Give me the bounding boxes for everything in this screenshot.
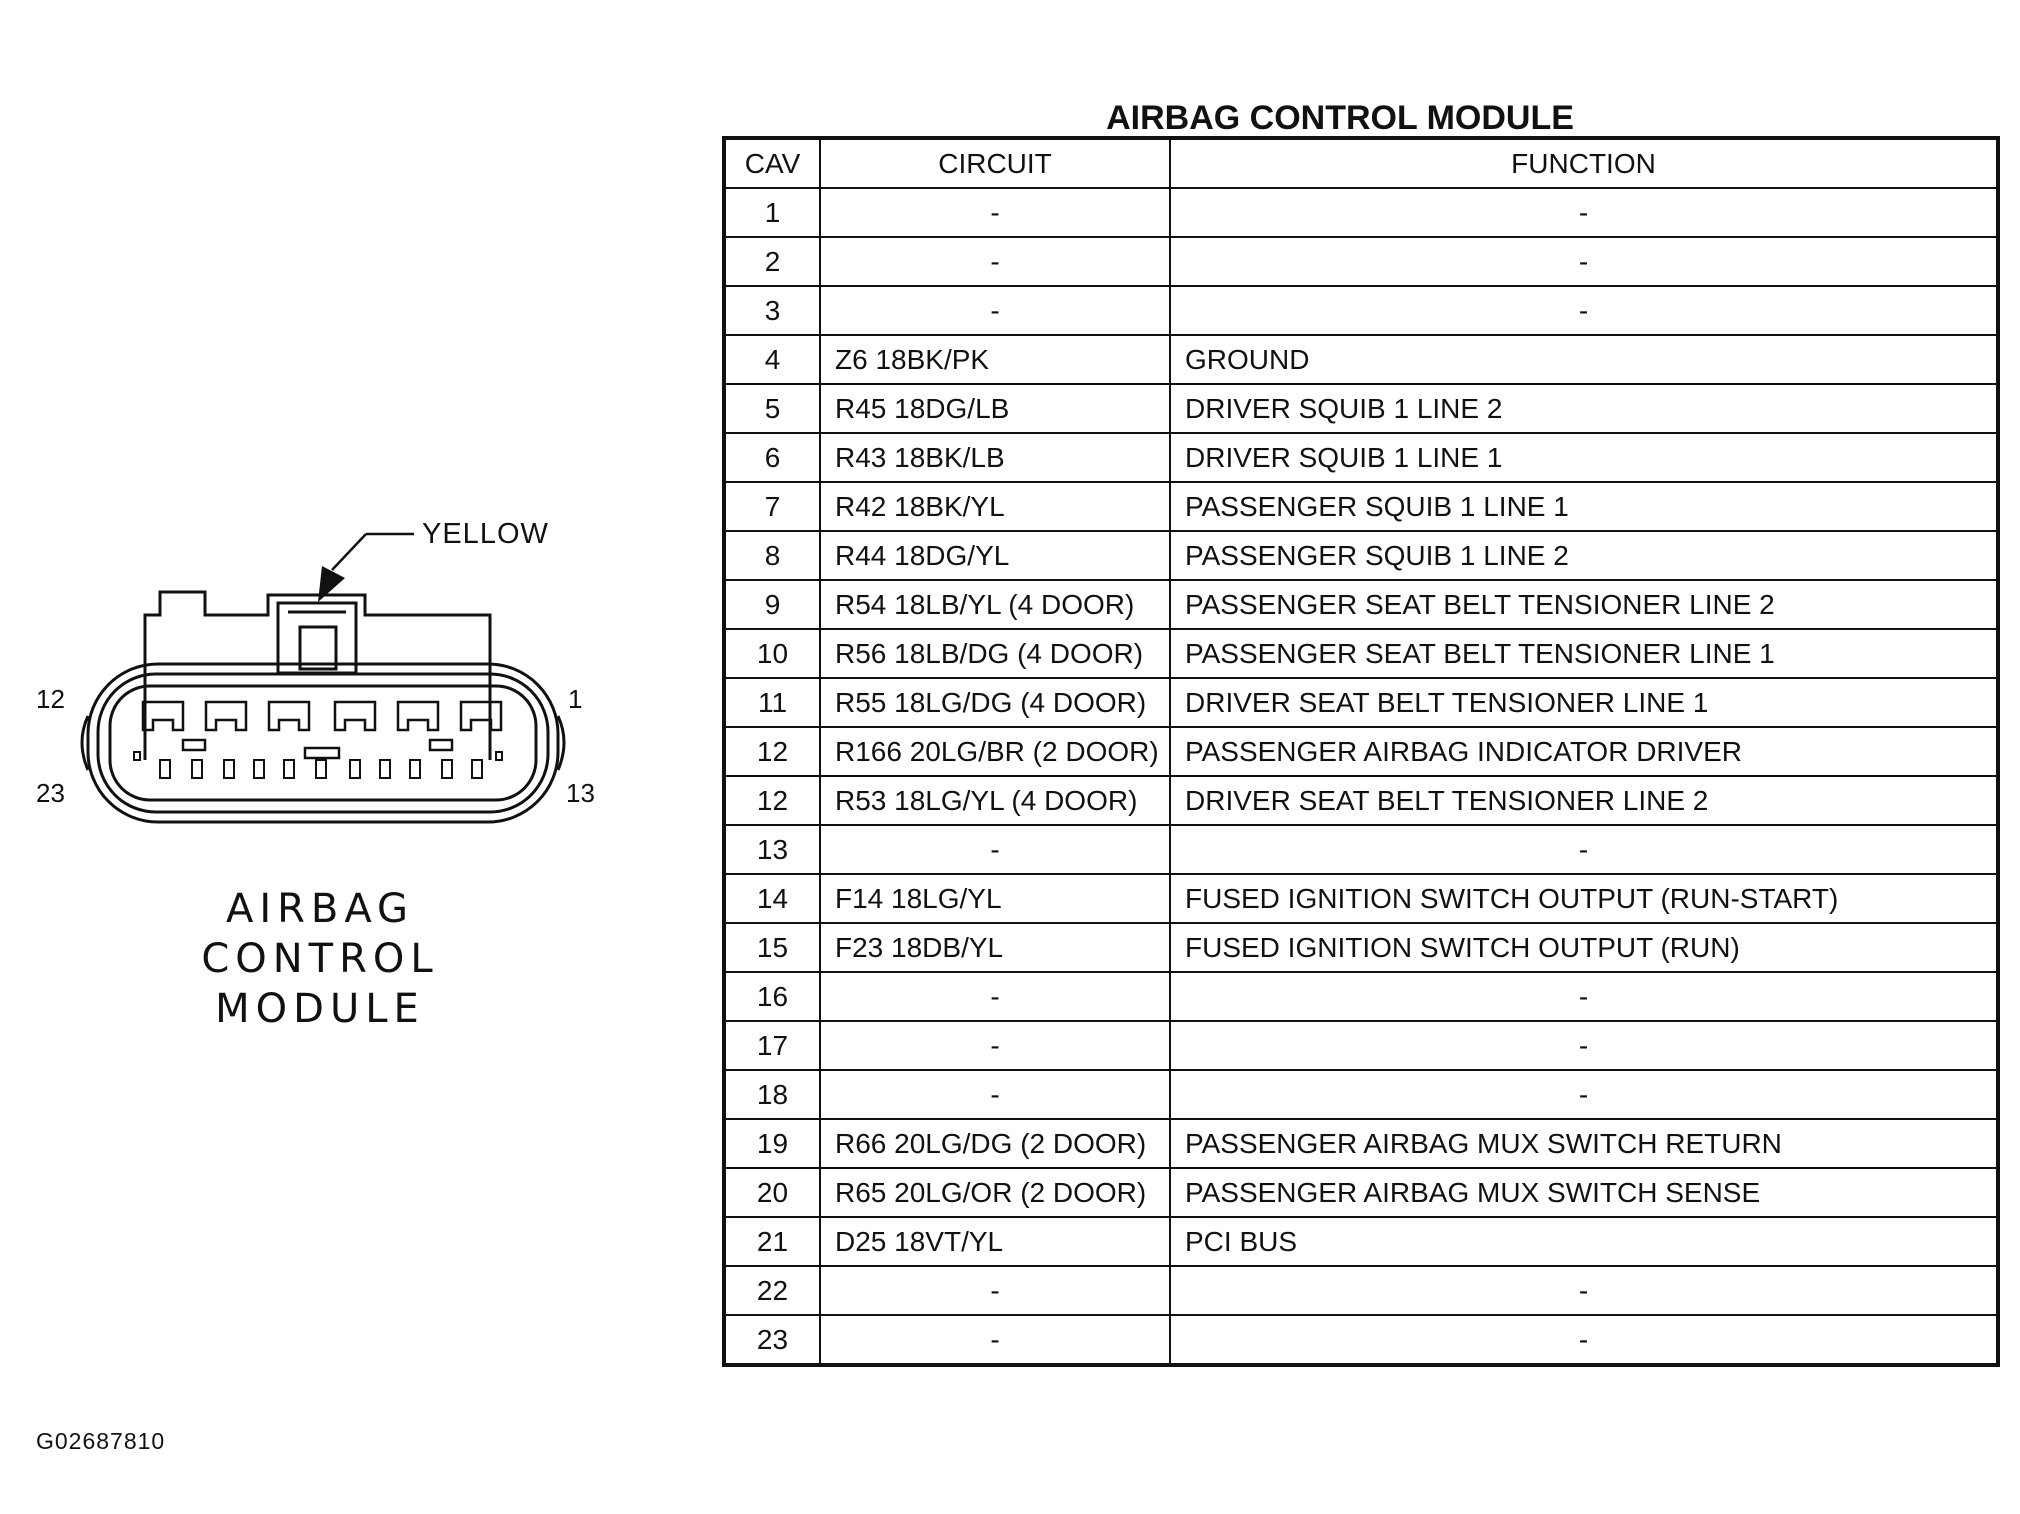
cav-cell: 4 [724,335,820,384]
table-row [724,1266,1998,1315]
circuit-cell: R45 18DG/LB [820,384,1170,433]
function-cell: PASSENGER AIRBAG MUX SWITCH SENSE [1170,1168,1998,1217]
circuit-cell: R65 20LG/OR (2 DOOR) [820,1168,1170,1217]
circuit-cell: R66 20LG/DG (2 DOOR) [820,1119,1170,1168]
circuit-cell: - [820,1315,1170,1365]
function-cell: DRIVER SEAT BELT TENSIONER LINE 1 [1170,678,1998,727]
function-cell: - [1170,1315,1998,1365]
circuit-cell: - [820,286,1170,335]
table-row [724,580,1998,629]
pin-label-12: 12 [36,684,65,714]
table-row [724,923,1998,972]
header-circuit: CIRCUIT [820,138,1170,188]
module-caption-line2: MODULE [215,986,425,1032]
table-row [724,335,1998,384]
upper-cavity-row [143,702,501,758]
circuit-cell: D25 18VT/YL [820,1217,1170,1266]
table-row [724,825,1998,874]
cav-cell: 15 [724,923,820,972]
table-row [724,433,1998,482]
function-cell: - [1170,972,1998,1021]
cav-cell: 21 [724,1217,820,1266]
function-cell: DRIVER SQUIB 1 LINE 1 [1170,433,1998,482]
function-cell: PCI BUS [1170,1217,1998,1266]
cav-cell: 12 [724,727,820,776]
pin-label-23: 23 [36,778,65,808]
function-cell: - [1170,188,1998,237]
table-row [724,1168,1998,1217]
table-row [724,874,1998,923]
connector-shell-outer [88,664,558,822]
circuit-cell: F14 18LG/YL [820,874,1170,923]
table-row [724,188,1998,237]
connector-shell-middle [98,674,548,812]
function-cell: PASSENGER SEAT BELT TENSIONER LINE 1 [1170,629,1998,678]
table-row [724,384,1998,433]
circuit-cell: - [820,237,1170,286]
function-cell: PASSENGER SEAT BELT TENSIONER LINE 2 [1170,580,1998,629]
function-cell: - [1170,1070,1998,1119]
table-title: AIRBAG CONTROL MODULE [1106,99,1574,137]
table-row [724,727,1998,776]
cav-cell: 17 [724,1021,820,1070]
connector-diagram [0,0,700,900]
function-cell: - [1170,1266,1998,1315]
lower-cavity-row [134,752,502,778]
module-caption [110,884,530,1034]
table-row [724,1119,1998,1168]
table-row [724,286,1998,335]
circuit-cell: R53 18LG/YL (4 DOOR) [820,776,1170,825]
circuit-cell: Z6 18BK/PK [820,335,1170,384]
function-cell: - [1170,1021,1998,1070]
table-header-row [724,138,1998,188]
cav-cell: 11 [724,678,820,727]
table-row [724,972,1998,1021]
yellow-callout-leader [318,534,414,602]
cav-cell: 10 [724,629,820,678]
circuit-cell: F23 18DB/YL [820,923,1170,972]
circuit-cell: - [820,1266,1170,1315]
function-cell: FUSED IGNITION SWITCH OUTPUT (RUN) [1170,923,1998,972]
function-cell: GROUND [1170,335,1998,384]
table-row [724,1217,1998,1266]
cav-cell: 2 [724,237,820,286]
function-cell: DRIVER SQUIB 1 LINE 2 [1170,384,1998,433]
circuit-cell: R55 18LG/DG (4 DOOR) [820,678,1170,727]
function-cell: FUSED IGNITION SWITCH OUTPUT (RUN-START) [1170,874,1998,923]
function-cell: DRIVER SEAT BELT TENSIONER LINE 2 [1170,776,1998,825]
function-cell: - [1170,237,1998,286]
connector-color-label: YELLOW [422,518,549,550]
cav-cell: 9 [724,580,820,629]
circuit-cell: - [820,972,1170,1021]
circuit-cell: R42 18BK/YL [820,482,1170,531]
circuit-cell: R54 18LB/YL (4 DOOR) [820,580,1170,629]
table-row [724,482,1998,531]
table-row [724,531,1998,580]
circuit-cell: R166 20LG/BR (2 DOOR) [820,727,1170,776]
table-row [724,776,1998,825]
circuit-cell: R56 18LB/DG (4 DOOR) [820,629,1170,678]
figure-id: G02687810 [36,1428,166,1454]
cav-cell: 5 [724,384,820,433]
cav-cell: 3 [724,286,820,335]
table-row [724,678,1998,727]
pin-label-1: 1 [568,684,583,714]
function-cell: PASSENGER SQUIB 1 LINE 1 [1170,482,1998,531]
connector-housing-top [145,592,490,760]
cav-cell: 16 [724,972,820,1021]
table-row [724,1070,1998,1119]
circuit-cell: - [820,1021,1170,1070]
module-caption-line1: AIRBAG CONTROL [201,886,439,982]
cav-cell: 12 [724,776,820,825]
circuit-cell: - [820,825,1170,874]
cav-cell: 6 [724,433,820,482]
circuit-cell: R43 18BK/LB [820,433,1170,482]
circuit-cell: - [820,188,1170,237]
function-cell: - [1170,825,1998,874]
cav-cell: 20 [724,1168,820,1217]
header-function: FUNCTION [1170,138,1998,188]
table-row [724,1021,1998,1070]
function-cell: PASSENGER SQUIB 1 LINE 2 [1170,531,1998,580]
table-row [724,1315,1998,1365]
cav-cell: 14 [724,874,820,923]
circuit-cell: R44 18DG/YL [820,531,1170,580]
cav-cell: 8 [724,531,820,580]
circuit-cell: - [820,1070,1170,1119]
cav-cell: 1 [724,188,820,237]
cav-cell: 13 [724,825,820,874]
pin-label-13: 13 [566,778,595,808]
function-cell: PASSENGER AIRBAG MUX SWITCH RETURN [1170,1119,1998,1168]
cav-cell: 18 [724,1070,820,1119]
cav-cell: 23 [724,1315,820,1365]
cav-cell: 22 [724,1266,820,1315]
table-row [724,237,1998,286]
cav-cell: 7 [724,482,820,531]
table-row [724,629,1998,678]
pinout-table [722,136,2000,1367]
header-cav: CAV [724,138,820,188]
pinout-table-body [724,188,1998,1365]
cav-cell: 19 [724,1119,820,1168]
function-cell: - [1170,286,1998,335]
function-cell: PASSENGER AIRBAG INDICATOR DRIVER [1170,727,1998,776]
